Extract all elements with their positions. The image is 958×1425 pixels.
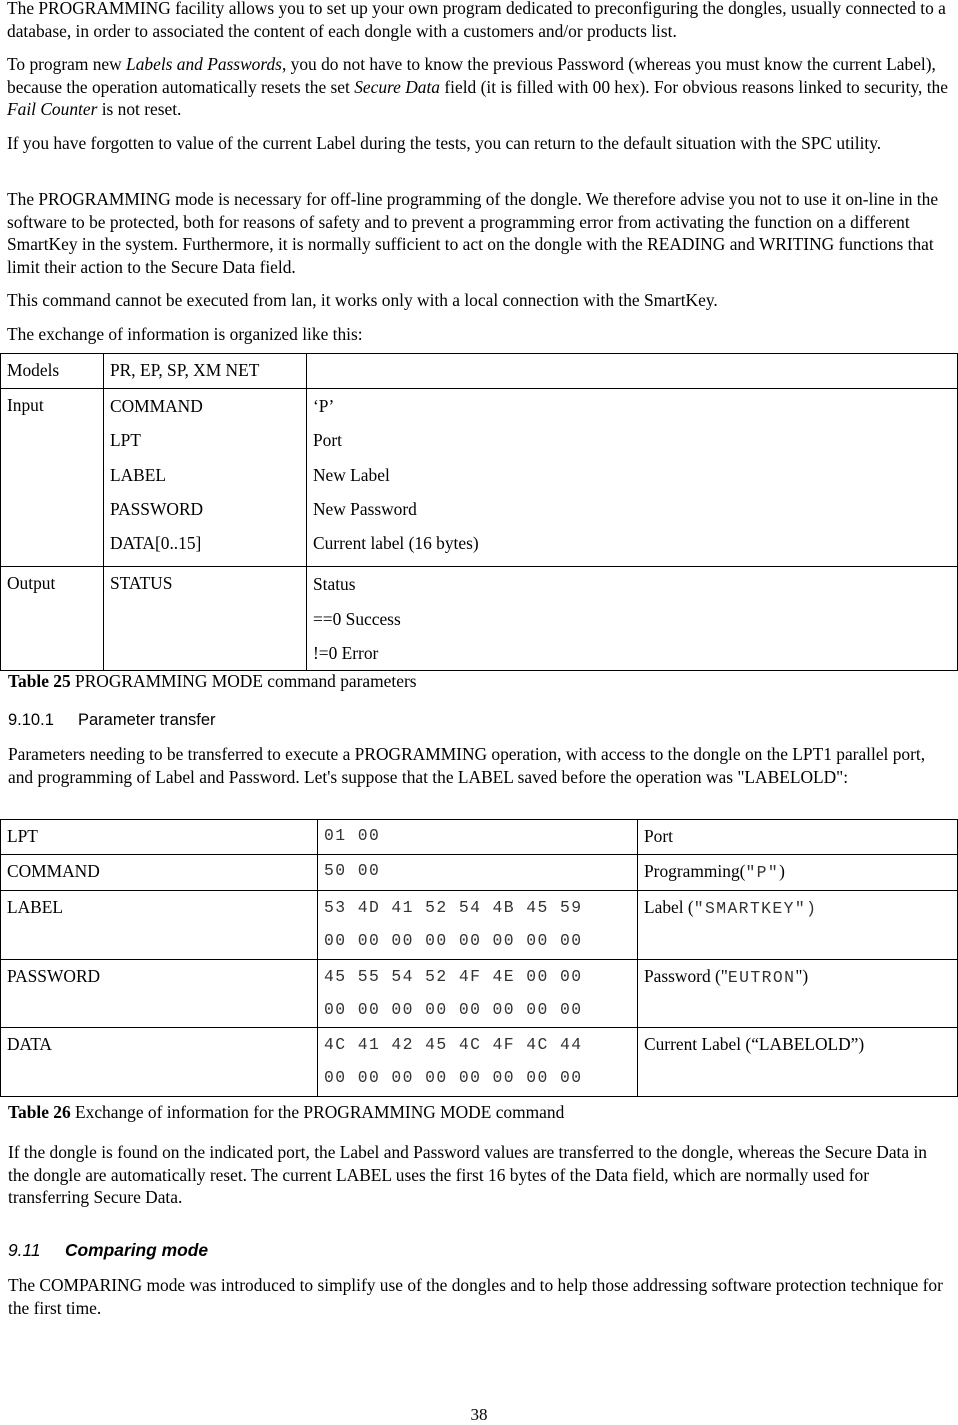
param-hex: 45 55 54 52 4F 4E 00 00 00 00 00 00 00 00 00 00 [318, 960, 638, 1028]
table-row [1, 1028, 958, 1097]
input-label: Input [1, 389, 104, 567]
paragraph-exchange-intro: The exchange of information is organized like this: [7, 324, 363, 344]
table-row [1, 354, 958, 389]
param-hex: 01 00 [318, 820, 638, 855]
paragraph-programming-intro: The PROGRAMMING facility allows you to set up your own program dedicated to preconfiguring the dongles, usually connected to a database, in order to associated the content of each dongle with a customers and/or products list. [7, 0, 946, 41]
paragraph-lan-restriction: This command cannot be executed from lan, it works only with a local connection with the SmartKey. [7, 290, 718, 310]
table-programming-parameters [0, 353, 958, 671]
paragraph-comparing-mode: The COMPARING mode was introduced to simplify use of the dongles and to help those addressing software protection technique for the first time. [8, 1275, 943, 1318]
output-param: STATUS [104, 567, 307, 671]
table-25-caption: Table 25 PROGRAMMING MODE command parameters [8, 671, 417, 691]
paragraph-dongle-found: If the dongle is found on the indicated port, the Label and Password values are transferred to the dongle, whereas the Secure Data in the dongle are automatically reset. The current LABEL uses the first 16 bytes of the Data field, which are normally used for transferring Secure Data. [8, 1142, 927, 1207]
paragraph-forgotten-label: If you have forgotten to value of the current Label during the tests, you can return to the default situation with the SPC utility. [7, 133, 882, 153]
param-name: PASSWORD [1, 960, 318, 1028]
table-exchange-information [0, 819, 958, 1097]
models-value: PR, EP, SP, XM NET [104, 354, 307, 389]
table-row [1, 820, 958, 855]
param-name: DATA [1, 1028, 318, 1097]
models-label: Models [1, 354, 104, 389]
table-row [1, 891, 958, 960]
input-params: COMMAND LPT LABEL PASSWORD DATA[0..15] [104, 389, 307, 567]
paragraph-labels-passwords: To program new Labels and Passwords, you do not have to know the previous Password (whereas you must know the current Label), because the operation automatically resets the set Secure Data field (it is filled with 00 hex). For obvious reasons linked to security, the Fail Counter is not reset. [7, 54, 948, 119]
param-hex: 50 00 [318, 855, 638, 891]
table-row [1, 855, 958, 891]
param-desc: Programming("P") [638, 855, 958, 891]
output-descriptions: Status ==0 Success !=0 Error [307, 567, 958, 671]
param-desc: Current Label (“LABELOLD”) [638, 1028, 958, 1097]
param-name: LABEL [1, 891, 318, 960]
section-heading-comparing-mode: 9.11 Comparing mode [8, 1240, 208, 1260]
table-row [1, 389, 958, 567]
param-desc: Port [638, 820, 958, 855]
table-row [1, 960, 958, 1028]
param-name: LPT [1, 820, 318, 855]
table-row [1, 567, 958, 671]
paragraph-parameter-transfer: Parameters needing to be transferred to execute a PROGRAMMING operation, with access to the dongle on the LPT1 parallel port, and programming of Label and Password. Let's suppose that the LABEL saved before the operation was "LABELOLD": [8, 744, 926, 787]
param-desc: Password ("EUTRON") [638, 960, 958, 1028]
param-name: COMMAND [1, 855, 318, 891]
paragraph-offline-programming: The PROGRAMMING mode is necessary for off-line programming of the dongle. We therefore advise you not to use it on-line in the software to be protected, both for reasons of safety and to prevent a programming error from activating the function on a different SmartKey in the system. Furthermore, it is normally sufficient to act on the dongle with the READING and WRITING functions that limit their action to the Secure Data field. [7, 189, 939, 277]
input-descriptions: ‘P’ Port New Label New Password Current label (16 bytes) [307, 389, 958, 567]
output-label: Output [1, 567, 104, 671]
table-26-caption: Table 26 Exchange of information for the PROGRAMMING MODE command [8, 1102, 565, 1122]
page-number: 38 [470, 1405, 488, 1424]
param-desc: Label ("SMARTKEY") [638, 891, 958, 960]
param-hex: 4C 41 42 45 4C 4F 4C 44 00 00 00 00 00 00 00 00 [318, 1028, 638, 1097]
param-hex: 53 4D 41 52 54 4B 45 59 00 00 00 00 00 00 00 00 [318, 891, 638, 960]
section-heading-parameter-transfer: 9.10.1 Parameter transfer [8, 711, 216, 729]
